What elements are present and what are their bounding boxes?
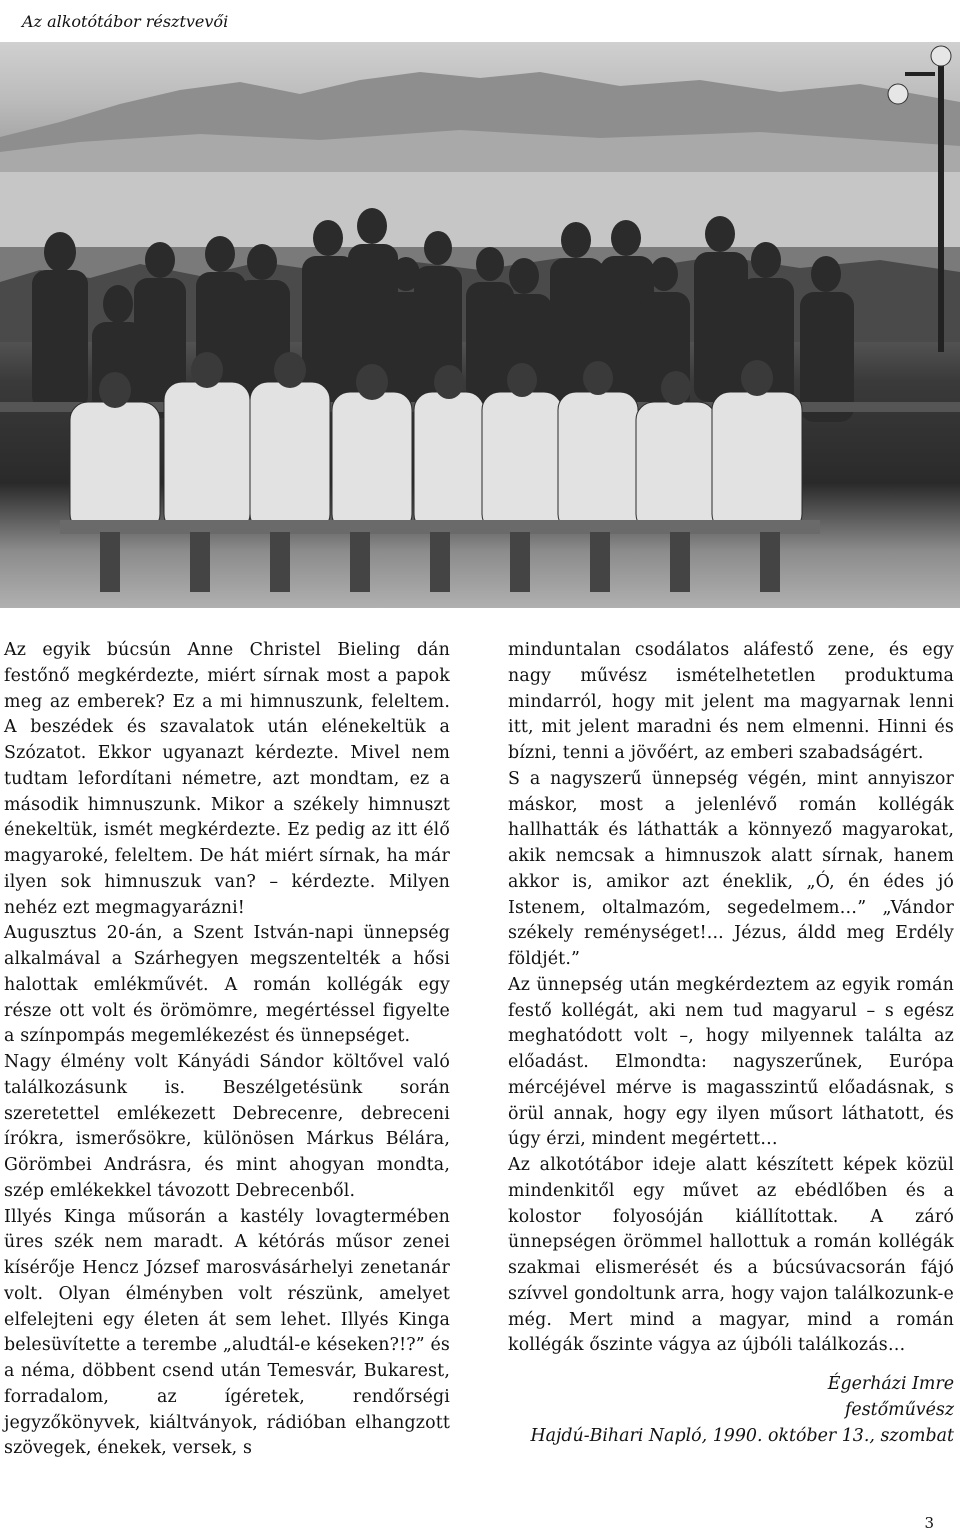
paragraph: S a nagyszerű ünnepség végén, mint annyiszor máskor, most a jelenlévő román kollégák hallhatták és láthatták a könnyező magyarokat, akik nemcsak a himnuszok alatt sírnak, hanem akkor is, amikor azt éneklik, „Ó, én édes jó Istenem, oltalmazóm, segedelmem…” „Vándor székely reménységet!... Jézus, áldd meg Erdély földjét.” xyxy=(508,768,954,969)
author-name: Égerházi Imre xyxy=(827,1374,954,1394)
paragraph: Az egyik búcsún Anne Christel Bieling dán festőnő megkérdezte, miért sírnak most a papok meg az emberek? Ez a mi himnuszunk, feleltem. A beszédek és szavalatok után elénekeltük a Szózatot. Ekkor ugyanazt kérdezte. Mivel nem tudtam lefordítani németre, azt mondtam, ez a második himnuszunk. Mikor a székely himnuszt énekeltük, ismét megkérdezte. Ez pedig az itt élő magyaroké, feleltem. De hát miért sírnak, ha már ilyen sok himnuszuk van? – kérdezte. Milyen nehéz ezt megmagyarázni! xyxy=(4,640,450,918)
author-role: festőművész xyxy=(844,1399,954,1420)
group-photo xyxy=(0,42,960,608)
paragraph: Augusztus 20-án, a Szent István-napi ünnepség alkalmával a Szárhegyen megszentelték a hősi halottak emlékművét. A román kollégák egy része ott volt és örömömre, megértéssel figyelte a színpompás megemlékezést és ünnepséget. xyxy=(4,923,450,1047)
paragraph: minduntalan csodálatos aláfestő zene, és egy nagy művész ismételhetetlen produktuma mindarról, hogy mit jelent ma magyarnak lenni itt, mit jelent maradni és nem elmenni. Hinni és bízni, tenni a jövőért, az emberi szabadságért. xyxy=(508,640,954,763)
paragraph: Az ünnepség után megkérdeztem az egyik román festő kollégát, aki nem tud magyarul – s egész meghatódott volt –, hogy milyennek találta az előadást. Elmondta: nagyszerűnek, Európa mércéjével mérve is magasszintű előadásnak, s örül annak, hogy egy ilyen műsort láthatott, és úgy érzi, mindent megértett… xyxy=(508,974,954,1150)
photo-caption: Az alkotótábor résztvevői xyxy=(22,12,229,31)
left-text-column xyxy=(4,638,450,1462)
group-photo-illustration xyxy=(0,42,960,608)
right-text-column xyxy=(508,638,954,1359)
page-number: 3 xyxy=(924,1514,934,1532)
paragraph: Nagy élmény volt Kányádi Sándor költővel való találkozásunk is. Beszélgetésünk során szeretettel emlékezett Debrecenre, debreceni írókra, ismerősökre, különösen Márkus Bélára, Görömbei Andrásra, és mint ahogyan mondta, szép emlékekkel távozott Debrecenből. xyxy=(4,1052,450,1201)
paragraph: Az alkotótábor ideje alatt készített képek közül mindenkitől egy művet az ebédlőben és a kolostor folyosóján kiállítottak. A záró ünnepségen örömmel hallottuk a román kollégák szakmai elismerését és a búcsúvacsorán fájó szívvel gondoltunk arra, hogy vajon találkozunk-e még. Mert mind a magyar, mind a román kollégák őszinte vágya az újbóli találkozás… xyxy=(508,1155,954,1356)
source-citation: Hajdú-Bihari Napló, 1990. október 13., szombat xyxy=(530,1425,954,1446)
paragraph: Illyés Kinga műsorán a kastély lovagtermében üres szék nem maradt. A kétórás műsor zenei kísérője Hencz József marosvásárhelyi zenetanár volt. Olyan élményben volt részünk, amelyet elfelejteni egy életen át sem lehet. Illyés Kinga belesüvítette a terembe „aludtál-e késeken?!?” és a néma, döbbent csend után Temesvár, Bukarest, forradalom, az ígéretek, rendőrségi jegyzőkönyvek, kiáltványok, rádióban elhangzott szövegek, énekek, versek, s xyxy=(4,1206,450,1459)
signature-block xyxy=(508,1372,954,1449)
